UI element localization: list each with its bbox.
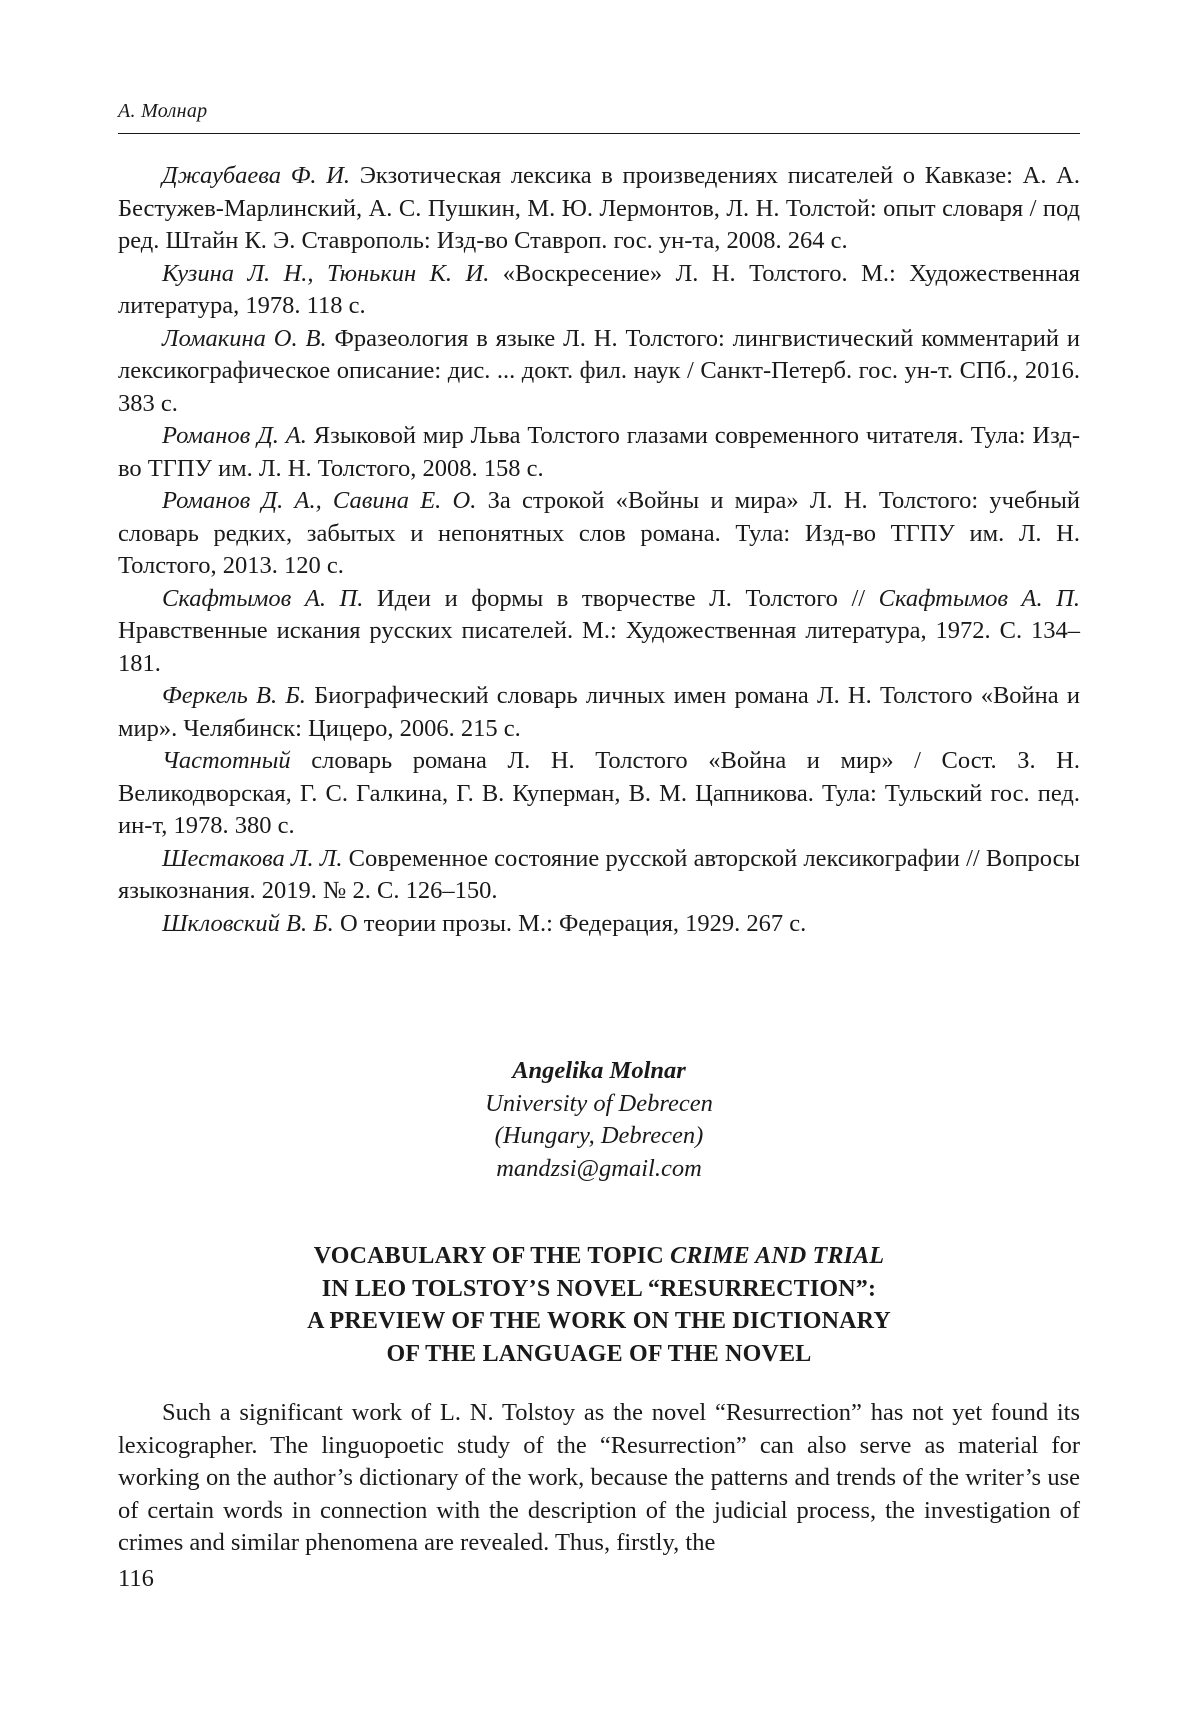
reference-text: «Воскресение» Л. Н. Толстого. М.: Художественная литература, 1978. 118 с. [118,259,1080,319]
reference-author: Частотный [162,747,291,774]
reference-text: Фразеология в языке Л. Н. Толстого: лингвистический комментарий и лексикографическое описание: дис. ... докт. фил. наук / Санкт-Петерб. гос. ун-т. СПб., 2016. 383 с. [118,324,1080,417]
reference-text: Идеи и формы в творчестве Л. Толстого // [363,584,879,612]
reference-author-secondary: Скафтымов А. П. [878,584,1080,612]
reference-entry [118,745,1080,843]
reference-author: Шестакова Л. Л. [162,844,343,872]
title-line1-italic: CRIME AND TRIAL [670,1243,885,1269]
reference-author: Кузина Л. Н., Тюнькин К. И. [162,259,490,287]
reference-text: О теории прозы. М.: Федерация, 1929. 267 с. [333,909,807,937]
title-line: IN LEO TOLSTOY’S NOVEL “RESURRECTION”: [321,1275,877,1302]
reference-text: Языковой мир Льва Толстого глазами современного читателя. Тула: Изд-во ТГПУ им. Л. Н. Толстого, 2008. 158 с. [118,422,1080,482]
reference-entry [118,843,1080,908]
reference-entry [118,583,1080,681]
reference-author: Ломакина О. В. [162,324,327,352]
body-paragraph: Such a significant work of L. N. Tolstoy as the novel “Resurrection” has not yet found its lexicographer. The linguopoetic study of the “Resurrection” can also serve as material for working on the author’s dictionary of the work, because the patterns and trends of the writer’s use of certain words in connection with the description of the judicial process, the investigation of crimes and similar phenomena are revealed. Thus, firstly, the [118,1399,1080,1556]
title-line: A PREVIEW OF THE WORK ON THE DICTIONARY [307,1308,891,1334]
reference-entry [118,160,1080,258]
reference-entry [118,908,1080,941]
reference-author: Шкловский В. Б. [162,909,334,937]
reference-text: Экзотическая лексика в произведениях писателей о Кавказе: А. А. Бестужев-Марлинский, А. С. Пушкин, М. Ю. Лермонтов, Л. Н. Толстой: опыт словаря / под ред. Штайн К. Э. Ставрополь: Изд-во Ставроп. гос. ун-та, 2008. 264 с. [118,162,1080,254]
reference-author: Феркель В. Б. [162,682,306,709]
reference-entry [118,420,1080,485]
reference-author: Романов Д. А., Савина Е. О. [162,487,477,514]
reference-author: Романов Д. А. [162,422,307,449]
reference-entry [118,485,1080,583]
title-line [118,1240,1080,1273]
author-name: Angelika Molnar [512,1057,686,1084]
reference-author: Джаубаева Ф. И. [162,162,351,189]
reference-entry [118,258,1080,323]
reference-text-secondary: Нравственные искания русских писателей. М.: Художественная литература, 1972. С. 134–181. [118,617,1080,677]
author-email: mandzsi@gmail.com [496,1154,702,1182]
reference-list [118,160,1080,940]
reference-author: Скафтымов А. П. [162,584,364,612]
header-divider [118,133,1080,134]
running-head: А. Молнар [118,100,208,122]
page-number: 116 [118,1565,154,1592]
title-line1-text: VOCABULARY OF THE TOPIC [313,1243,671,1269]
reference-entry [118,680,1080,745]
reference-text: За строкой «Войны и мира» Л. Н. Толстого: учебный словарь редких, забытых и непонятных слов романа. Тула: Изд-во ТГПУ им. Л. Н. Толстого, 2013. 120 с. [118,487,1080,579]
author-location: (Hungary, Debrecen) [494,1122,704,1149]
reference-text: Современное состояние русской авторской лексикографии // Вопросы языкознания. 2019. № 2. С. 126–150. [118,844,1081,904]
abstract-body [118,1397,1080,1560]
reference-text: словарь романа Л. Н. Толстого «Война и мир» / Сост. З. Н. Великодворская, Г. С. Галкина, Г. В. Куперман, В. М. Цапникова. Тула: Тульский гос. пед. ин-т, 1978. 380 с. [118,747,1080,839]
title-line: OF THE LANGUAGE OF THE NOVEL [386,1340,812,1367]
article-title [118,1240,1080,1370]
reference-entry [118,323,1080,421]
author-block [118,1055,1080,1185]
author-affiliation: University of Debrecen [485,1089,713,1117]
reference-text: Биографический словарь личных имен романа Л. Н. Толстого «Война и мир». Челябинск: Цицеро, 2006. 215 с. [118,682,1080,742]
